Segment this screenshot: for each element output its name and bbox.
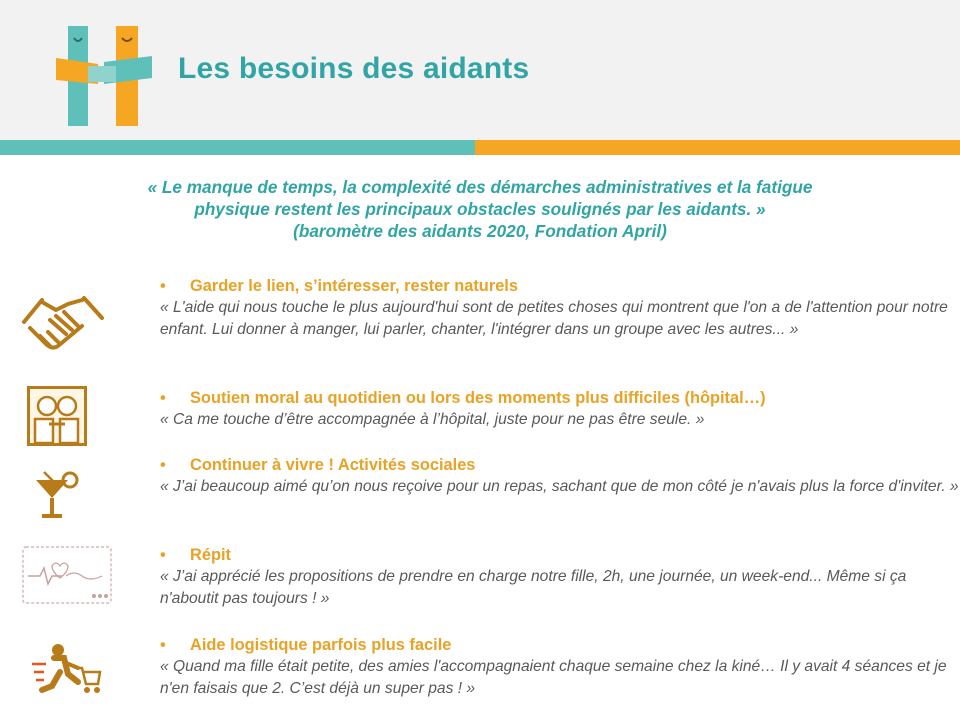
list-item <box>160 276 960 340</box>
quote-source: (baromètre des aidants 2020, Fondation April) <box>293 221 667 241</box>
bullet: • <box>160 389 166 407</box>
list-item <box>160 545 960 609</box>
bullet: • <box>160 546 166 564</box>
intro-quote <box>40 176 920 242</box>
list-item <box>160 455 960 498</box>
list-item <box>160 635 960 699</box>
bullet: • <box>160 456 166 474</box>
item-title: Garder le lien, s’intéresser, rester naturels <box>190 277 518 295</box>
item-quote: « Quand ma fille était petite, des amies l'accompagnaient chaque semaine chez la kiné… Il y avait 4 séances et je n'en faisais que 2. C’est déjà un super pas ! » <box>160 658 947 697</box>
quote-line-1: « Le manque de temps, la complexité des démarches administratives et la fatigue <box>147 177 813 197</box>
item-quote: « J’ai beaucoup aimé qu’on nous reçoive pour un repas, sachant que de mon côté je n'avais plus la force d'inviter. » <box>160 478 959 495</box>
logo-h-icon <box>52 22 156 126</box>
heartbeat-monitor-icon <box>22 546 112 604</box>
item-title: Répit <box>190 546 231 564</box>
list-item <box>160 388 960 431</box>
cocktail-icon <box>34 470 80 520</box>
item-quote: « J’ai apprécié les propositions de prendre en charge notre fille, 2h, une journée, un week-end... Même si ça n'aboutit pas toujours ! » <box>160 568 907 607</box>
item-title: Continuer à vivre ! Activités sociales <box>190 456 476 474</box>
accent-bar-orange <box>475 140 960 155</box>
shopping-cart-runner-icon <box>30 642 102 698</box>
handshake-icon <box>20 290 106 356</box>
bullet: • <box>160 277 166 295</box>
bullet: • <box>160 636 166 654</box>
accent-bar-teal <box>0 140 475 155</box>
page-title: Les besoins des aidants <box>178 52 530 85</box>
item-title: Aide logistique parfois plus facile <box>190 636 452 654</box>
item-title: Soutien moral au quotidien ou lors des moments plus difficiles (hôpital…) <box>190 389 766 407</box>
item-quote: « Ca me touche d’être accompagnée à l’hôpital, juste pour ne pas être seule. » <box>160 411 705 428</box>
item-quote: « L'aide qui nous touche le plus aujourd'hui sont de petites choses qui montrent que l'on a de l'attention pour notre enfant. Lui donner à manger, lui parler, chanter, l'intégrer dans un groupe avec les autres... » <box>160 299 948 338</box>
quote-line-2: physique restent les principaux obstacles soulignés par les aidants. » <box>194 199 766 219</box>
support-people-icon <box>27 386 87 446</box>
